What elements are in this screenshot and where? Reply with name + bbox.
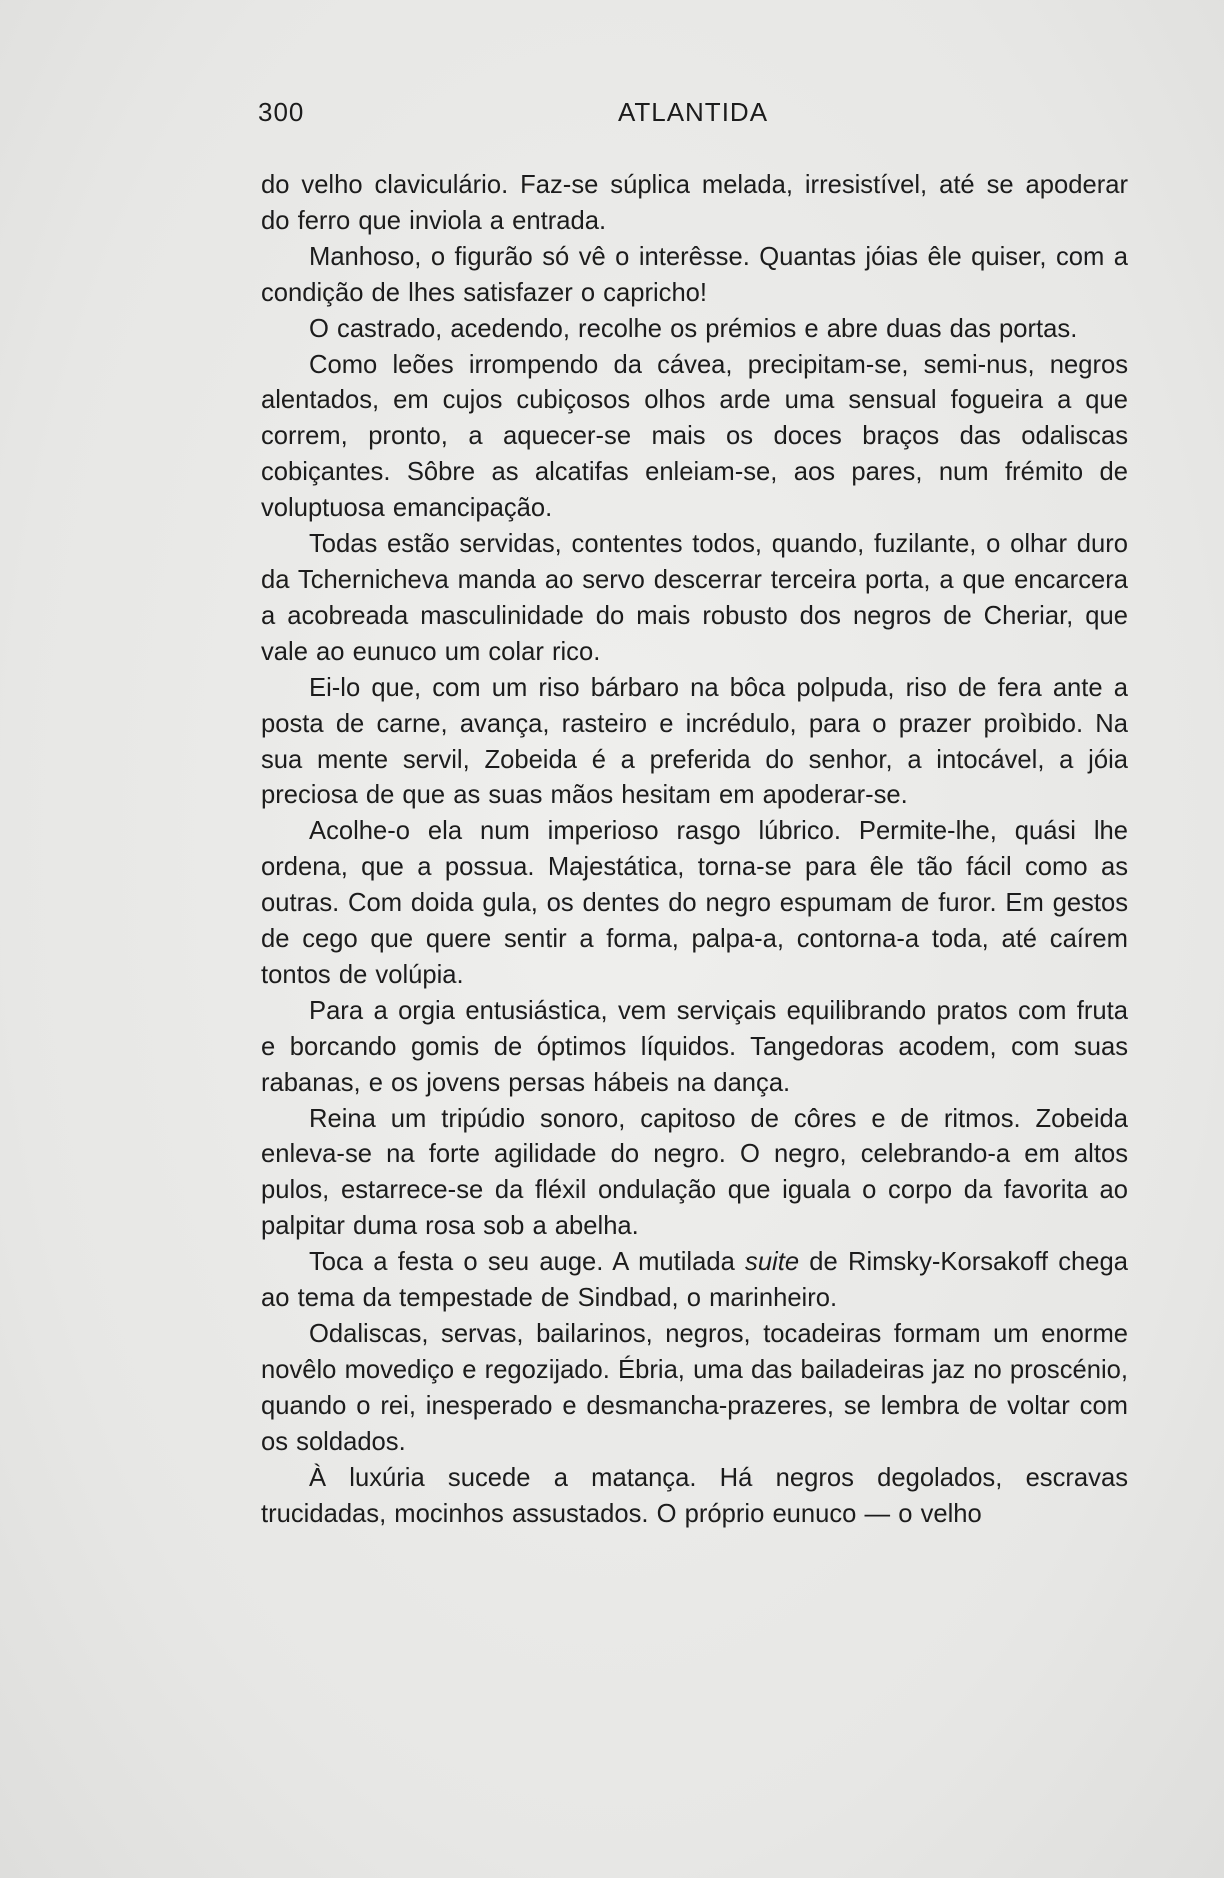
paragraph-text: do velho claviculário. Faz-se súplica melada, irresistível, até se apoderar do ferro que inviola a entrada. [261, 171, 1128, 235]
paragraph [261, 527, 1128, 671]
paragraph-text: Como leões irrompendo da cávea, precipitam-se, semi-nus, negros alentados, em cujos cubiçosos olhos arde uma sensual fogueira a que correm, pronto, a aquecer-se mais os doces braços das odaliscas cobiçantes. Sôbre as alcatifas enleiam-se, aos pares, num frémito de voluptuosa emancipação. [261, 350, 1128, 523]
paragraph-text: Reina um tripúdio sonoro, capitoso de côres e de ritmos. Zobeida enleva-se na forte agilidade do negro. O negro, celebrando-a em altos pulos, estarrece-se da fléxil ondulação que iguala o corpo da favorita ao palpitar duma rosa sob a abelha. [261, 1104, 1128, 1241]
body-text [261, 168, 1128, 1532]
paragraph-text: Para a orgia entusiástica, vem serviçais equilibrando pratos com fruta e borcando gomis de óptimos líquidos. Tangedoras acodem, com suas rabanas, e os jovens persas hábeis na dança. [261, 996, 1128, 1097]
paragraph-text: Acolhe-o ela num imperioso rasgo lúbrico. Permite-lhe, quási lhe ordena, que a possua. Majestática, torna-se para êle tão fácil como as outras. Com doida gula, os dentes do negro espumam de furor. Em gestos de cego que quere sentir a forma, palpa-a, contorna-a toda, até caírem tontos de volúpia. [261, 817, 1128, 989]
paragraph-text: Ei-lo que, com um riso bárbaro na bôca polpuda, riso de fera ante a posta de carne, avança, rasteiro e incrédulo, para o prazer proìbido. Na sua mente servil, Zobeida é a preferida do senhor, a intocável, a jóia preciosa de que as suas mãos hesitam em apoderar-se. [261, 673, 1128, 810]
paragraph [261, 168, 1128, 240]
paragraph-text: Odaliscas, servas, bailarinos, negros, tocadeiras formam um enorme novêlo movediço e regozijado. Ébria, uma das bailadeiras jaz no proscénio, quando o rei, inesperado e desmancha-prazeres, se lembra de voltar com os soldados. [261, 1320, 1128, 1456]
page-number: 300 [258, 97, 305, 127]
paragraph [261, 312, 1128, 348]
paragraph [261, 814, 1128, 994]
paragraph [261, 994, 1128, 1102]
paragraph [261, 348, 1128, 528]
paragraph [261, 1245, 1128, 1317]
paragraph-text: O castrado, acedendo, recolhe os prémios e abre duas das portas. [309, 314, 1078, 343]
paragraph [261, 1317, 1128, 1461]
paragraph-text: Todas estão servidas, contentes todos, quando, fuzilante, o olhar duro da Tchernicheva manda ao servo descerrar terceira porta, a que encarcera a acobreada masculinidade do mais robusto dos negros de Cheriar, que vale ao eunuco um colar rico. [261, 530, 1128, 666]
paragraph [261, 671, 1128, 815]
paragraph [261, 1461, 1128, 1533]
page-header [258, 97, 1128, 133]
running-title: ATLANTIDA [617, 97, 769, 127]
italic-text: suite [745, 1248, 800, 1277]
paragraph-text: de Rimsky-Korsakoff chega ao tema da tempestade de Sindbad, o marinheiro. [261, 1248, 1128, 1313]
paragraph-text: Manhoso, o figurão só vê o interêsse. Quantas jóias êle quiser, com a condição de lhes satisfazer o capricho! [261, 242, 1128, 307]
paragraph-text: À luxúria sucede a matança. Há negros degolados, escravas trucidadas, mocinhos assustados. O próprio eunuco — o velho [261, 1463, 1128, 1528]
paragraph [261, 240, 1128, 312]
paragraph-text: Toca a festa o seu auge. A mutilada [309, 1248, 746, 1277]
paragraph [261, 1102, 1128, 1246]
